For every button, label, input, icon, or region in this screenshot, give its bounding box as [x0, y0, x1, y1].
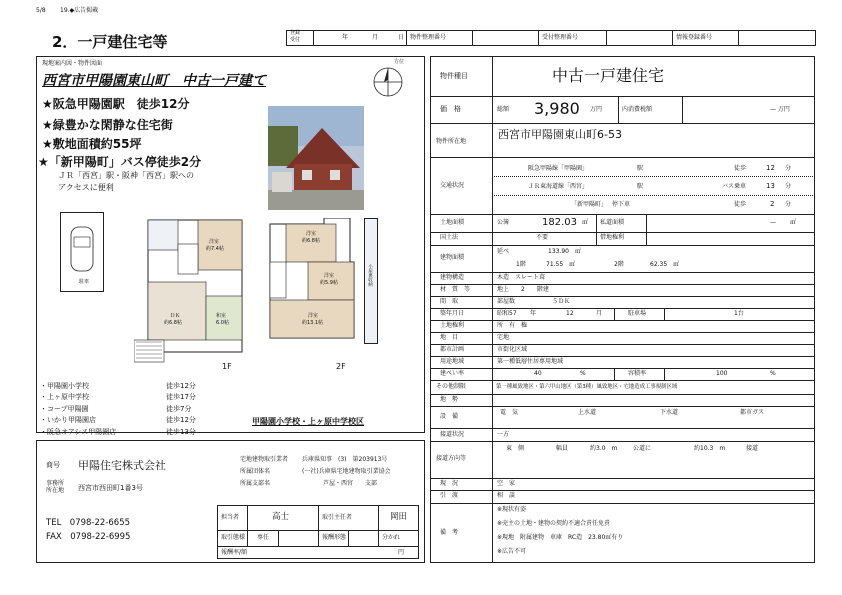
room-2f-c: 洋室 [308, 313, 319, 319]
struct-label: 建物構造 [440, 274, 465, 281]
room-2f-b: 洋室 [324, 273, 335, 279]
floor-plan-1f [134, 218, 246, 368]
note-line: ※広告不可 [497, 548, 527, 555]
far-unit: % [770, 370, 776, 377]
nearby-distance: 徒歩12分 [166, 382, 196, 390]
private-road-value: — [770, 219, 776, 226]
nearby-distance: 徒歩7分 [166, 405, 192, 413]
facility-label: 設 備 [440, 413, 459, 420]
room-2f-a-size: 約6.8帖 [302, 238, 320, 244]
land-unit: ㎡ [582, 219, 589, 226]
road-width: 約3.0 m [590, 445, 618, 452]
fee-unit: 円 [398, 549, 405, 556]
price-tax-label: 総額 [497, 106, 510, 113]
terrain-label: 地 勢 [440, 396, 459, 403]
road-value: 一方 [497, 431, 510, 438]
far-label: 容積率 [628, 370, 647, 377]
traffic-line: ＪＲ東海道線「西宮」 [528, 183, 589, 190]
parking-label: 駐車 [79, 279, 90, 285]
note-line: ※現地 附属建物 車庫 RC造 23.80㎡有り [497, 534, 624, 541]
year-label: 年 [342, 34, 349, 41]
headline: 西宮市甲陽園東山町 中古一戸建て [42, 73, 266, 89]
attic-storage-label: 小屋裏収納 [367, 264, 373, 287]
room-1f-western: 洋室 [209, 239, 220, 245]
note-label: 備 考 [440, 529, 459, 536]
land-law-label: 国土法 [440, 234, 459, 241]
section-label: 19.◆広告掲載 [60, 7, 99, 14]
built-label: 築年月日 [440, 310, 465, 317]
access-note-1: ＪＲ「西宮」駅・阪神「西宮」駅への [58, 171, 194, 180]
nearby-item: ・上ヶ原中学校 [40, 393, 89, 401]
road-detail-label: 接道方向等 [436, 455, 467, 462]
room-2f-a: 洋室 [306, 231, 317, 237]
association-label: 所属団体名 [240, 468, 271, 475]
facility-item: 都市ガス [740, 409, 765, 416]
type-label: 物件種目 [440, 72, 468, 80]
point-2: ★緑豊かな閑静な住宅街 [42, 118, 173, 132]
built-month: 月 [596, 310, 603, 317]
traffic-line: 阪急甲陽線「甲陽園」 [528, 165, 589, 172]
document-title: 2．一戸建住宅等 [52, 33, 168, 51]
traffic-station: 駅 [637, 165, 644, 172]
price-label: 価 格 [440, 105, 461, 113]
plan-kind: 部屋数 [497, 298, 516, 305]
road-suffix: 接道 [746, 445, 759, 452]
traffic-minutes: 2 [770, 200, 775, 208]
floor-2f-label: 2F [336, 362, 346, 371]
company-tel: TEL 0798-22-6655 [46, 518, 131, 528]
day-label: 日 [398, 34, 405, 41]
room-1f-dk: ＤＫ [170, 313, 181, 319]
city-value: 市街化区域 [497, 346, 528, 353]
company-name-label: 商号 [46, 461, 60, 469]
nearby-item: ・いかり甲陽園店 [40, 416, 96, 424]
point-3: ★敷地面積約55坪 [42, 137, 142, 151]
land-kind: 公簿 [497, 219, 510, 226]
parking-label: 駐車場 [628, 310, 647, 317]
point-1: ★阪急甲陽園駅 徒歩12分 [42, 97, 190, 111]
nearby-item: ・甲陽園小学校 [40, 382, 89, 390]
room-1f-japanese-size: 6.0帖 [216, 320, 229, 326]
facility-item: 下水道 [660, 409, 679, 416]
nearby-distance: 徒歩12分 [166, 416, 196, 424]
parking-diagram [60, 212, 104, 292]
struct-value: 木造 スレート葺 [497, 274, 546, 281]
school-district: 甲陽園小学校・上ヶ原中学校区 [252, 417, 364, 426]
note-line: ※現状有姿 [497, 506, 527, 513]
agent-name: 岡田 [390, 512, 408, 522]
company-address: 西宮市西田町1番3号 [78, 484, 143, 492]
zone-label: 用途地域 [440, 358, 465, 365]
other-value: 第一種風致地区・第六甲山地区（第3種）風致地区・宅地造成工事規制区域 [496, 384, 678, 390]
road-direction: 東 側 [506, 445, 525, 452]
landright-value: 所 有 権 [497, 322, 528, 329]
reg-label-b: 受付 [290, 37, 301, 43]
nearby-item: ・コープ甲陽園 [40, 405, 89, 413]
traffic-station: 停下車 [612, 201, 631, 208]
floors-label: 材 質 等 [440, 286, 471, 293]
floor-1f-label: 1F [222, 362, 232, 371]
price-value: 3,980 [534, 99, 580, 118]
handover-value: 相 談 [497, 492, 516, 499]
road-label: 接道状況 [440, 431, 465, 438]
nearby-distance: 徒歩17分 [166, 393, 196, 401]
traffic-mode: 徒歩 [734, 201, 747, 208]
address-label: 事務所 [46, 480, 65, 487]
plan-value: ５ＤＫ [552, 298, 571, 305]
private-road-label: 私道面積 [600, 219, 625, 226]
house-photo [268, 106, 364, 210]
traffic-mode: 徒歩 [734, 165, 747, 172]
floors-value: 地上 2 階建 [497, 286, 549, 293]
branch-label: 所属支部名 [240, 480, 271, 487]
current-label: 現 況 [440, 480, 459, 487]
floor-plan-2f [264, 218, 360, 348]
land-area: 182.03 [542, 217, 577, 228]
road-kind: 公道に [633, 445, 652, 452]
room-2f-c-size: 約13.1帖 [302, 320, 324, 326]
point-4: ★「新甲陽町」バス停徒歩2分 [38, 155, 202, 169]
built-year: 年 [530, 310, 537, 317]
road-width-label: 幅員 [556, 445, 569, 452]
map-note: 現地案内図・物件図面 [42, 60, 103, 67]
facility-item: 上水道 [578, 409, 597, 416]
branch-name: 芦屋・西宮 支部 [323, 480, 378, 487]
staff-label: 担当者 [221, 514, 240, 521]
tax-label: 内消費税額 [622, 106, 653, 113]
property-type: 中古一戸建住宅 [552, 66, 665, 85]
floor1-area: 71.55 ㎡ [546, 261, 576, 268]
traffic-line: 「新甲陽町」 [571, 201, 608, 208]
private-road-unit: ㎡ [790, 219, 797, 226]
floor1-label: 1階 [516, 261, 526, 268]
zone-value: 第一種低層住居専用地域 [497, 358, 564, 365]
built-month-number: 12 [566, 310, 574, 317]
room-1f-dk-size: 約6.8帖 [164, 320, 182, 326]
reg-label-a: 登録 [290, 30, 301, 36]
location-value: 西宮市甲陽園東山町6-53 [498, 128, 622, 141]
address-label-2: 所在地 [46, 487, 65, 494]
nearby-distance: 徒歩13分 [166, 428, 196, 436]
note-line: ※売主の土地・建物の契約不適合責任免責 [497, 520, 611, 527]
license-number: 兵庫県知事 (3) 第203913号 [302, 456, 388, 463]
floor2-label: 2階 [614, 261, 624, 268]
landright-label: 土地権利 [440, 322, 465, 329]
nearby-item: ・阪急オアシス甲陽園店 [40, 428, 117, 436]
license-label: 宅地建物取引業者 [240, 456, 289, 463]
traffic-mode: バス乗車 [722, 183, 747, 190]
compass-icon [366, 60, 410, 102]
chimoku-value: 宅地 [497, 334, 510, 341]
spec-table [430, 56, 815, 563]
compass-label: 方位 [394, 59, 405, 65]
share-value: 分かれ [382, 534, 401, 541]
traffic-station: 駅 [637, 183, 644, 190]
built-era: 昭和57 [497, 310, 517, 317]
handover-label: 引 渡 [440, 492, 459, 499]
current-value: 空 家 [497, 480, 516, 487]
traffic-minutes: 12 [766, 164, 775, 172]
floor2-area: 62.35 ㎡ [650, 261, 680, 268]
traffic-minutes: 13 [766, 182, 775, 190]
company-fax: FAX 0798-22-6995 [46, 532, 131, 542]
parking-value: 1台 [734, 310, 744, 317]
agent-label: 取引主任者 [322, 514, 353, 521]
building-total: 133.90 ㎡ [548, 248, 581, 255]
info-number-label: 情報登録番号 [676, 34, 713, 41]
building-label: 建物面積 [440, 254, 465, 261]
traffic-unit: 分 [785, 165, 792, 172]
room-1f-japanese: 和室 [216, 313, 227, 319]
share-label: 報酬形態 [322, 534, 347, 541]
building-kind: 延べ [497, 248, 510, 255]
facility-item: 電 気 [500, 409, 519, 416]
traffic-unit: 分 [785, 201, 792, 208]
room-2f-b-size: 約5.9帖 [320, 280, 338, 286]
tax-value: — 万円 [770, 106, 790, 113]
traffic-unit: 分 [785, 183, 792, 190]
reception-number-label: 受付整理番号 [542, 34, 579, 41]
mode-label: 取引態様 [221, 534, 246, 541]
plan-label: 間 取 [440, 298, 459, 305]
staff-name: 高士 [272, 512, 290, 522]
bcr-label: 建ぺい率 [440, 370, 465, 377]
bcr-value: 40 [534, 370, 542, 377]
association-name: (一社)兵庫県宅地建物取引業協会 [302, 468, 391, 475]
far-value: 100 [716, 370, 728, 377]
room-1f-western-size: 約7.4帖 [206, 246, 224, 252]
property-number-label: 物件整理番号 [410, 34, 447, 41]
chimoku-label: 地 目 [440, 334, 459, 341]
city-label: 都市計画 [440, 346, 465, 353]
location-label: 物件所在地 [436, 138, 467, 145]
bcr-unit: % [580, 370, 586, 377]
traffic-label: 交通状況 [440, 182, 465, 189]
page-number: 5/8 [36, 7, 46, 14]
rights-label: 借地権利 [600, 234, 625, 241]
other-label: その他制限 [436, 383, 467, 390]
price-unit: 万円 [590, 106, 603, 113]
fee-label: 報酬率/額 [221, 549, 248, 556]
land-law-value: 不要 [536, 234, 549, 241]
mode-value: 専任 [257, 534, 270, 541]
road-length: 約10.3 m [694, 445, 726, 452]
land-label: 土地面積 [440, 219, 465, 226]
access-note-2: アクセスに便利 [58, 183, 114, 192]
month-label: 月 [372, 34, 379, 41]
company-name: 甲陽住宅株式会社 [78, 459, 166, 472]
